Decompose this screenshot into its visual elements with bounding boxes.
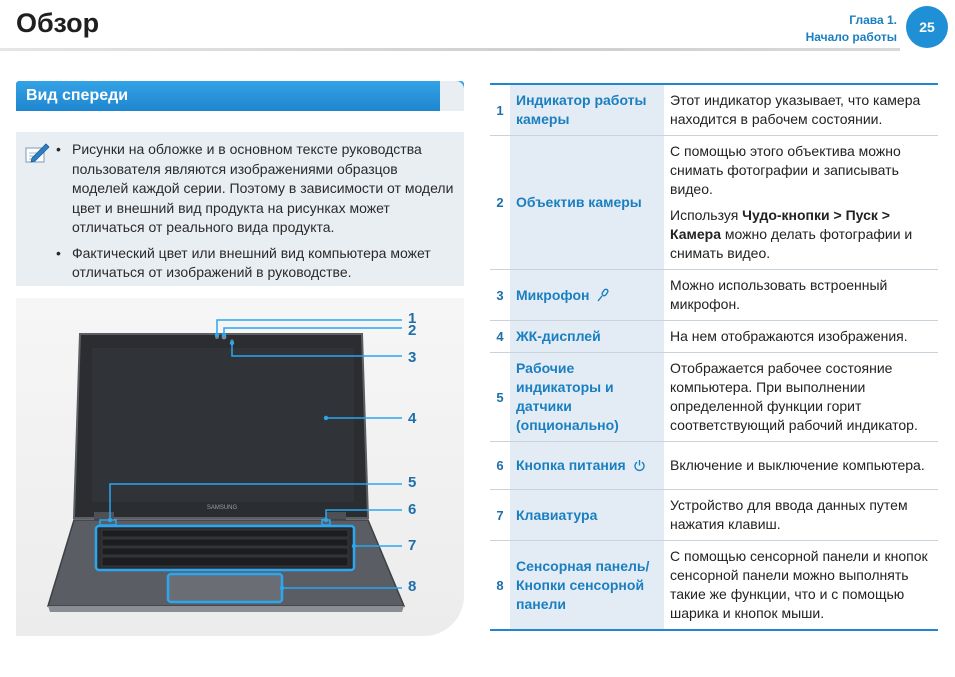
component-name: ЖК-дисплей [510, 321, 664, 353]
table-row [490, 321, 938, 353]
row-number: 7 [490, 490, 510, 541]
components-table [490, 83, 938, 631]
laptop-illustration-panel [16, 298, 464, 636]
row-number: 4 [490, 321, 510, 353]
table-row [490, 84, 938, 136]
row-number: 3 [490, 270, 510, 321]
component-description: На нем отображаются изображения. [664, 321, 938, 353]
callout-number: 3 [408, 349, 417, 366]
power-icon [633, 459, 646, 472]
page-title: Обзор [16, 8, 100, 38]
table-row [490, 490, 938, 541]
table-row [490, 541, 938, 631]
chapter-number: Глава 1. [849, 13, 897, 27]
row-number: 2 [490, 136, 510, 270]
component-description: Включение и выключение компьютера. [664, 442, 938, 490]
touchpad [168, 574, 282, 602]
keyboard-keys [102, 530, 348, 566]
note-item: • Рисунки на обложке и в основном тексте руководства пользователя являются изображениями образцов моделей каждой серии. Поэтому в зависимости от модели цвет и внешний вид продукта на рисунках может отличаться от реального вида продукта. [56, 140, 456, 238]
row-number: 5 [490, 353, 510, 442]
note-item: • Фактический цвет или внешний вид компьютера может отличаться от изображений в руководстве. [56, 244, 456, 283]
table-row [490, 270, 938, 321]
component-name: Объектив камеры [510, 136, 664, 270]
laptop-screen [92, 348, 354, 502]
row-number: 1 [490, 84, 510, 136]
component-description: Этот индикатор указывает, что камера находится в рабочем состоянии. [664, 84, 938, 136]
component-name: Кнопка питания [510, 442, 664, 490]
component-name: Рабочие индикаторы и датчики (опционально) [510, 353, 664, 442]
section-header [16, 81, 464, 111]
brand-logo: SAMSUNG [206, 505, 238, 511]
component-name: Индикатор работы камеры [510, 84, 664, 136]
component-description: Устройство для ввода данных путем нажатия клавиш. [664, 490, 938, 541]
component-description: С помощью сенсорной панели и кнопок сенсорной панели можно выполнять такие же функции, что и с помощью шарика и кнопок мыши. [670, 548, 928, 621]
callout-number: 4 [408, 410, 417, 427]
chapter-label [806, 12, 897, 46]
chapter-title: Начало работы [805, 30, 897, 44]
section-title: Вид спереди [26, 87, 129, 104]
callout-number: 7 [408, 537, 417, 554]
callout-number: 2 [408, 322, 417, 339]
row-number: 6 [490, 442, 510, 490]
callout-number: 5 [408, 474, 417, 491]
note-box [16, 132, 464, 286]
laptop-base-edge [48, 606, 404, 612]
microphone-icon [596, 288, 610, 302]
laptop-illustration [16, 298, 464, 636]
component-name: Клавиатура [510, 490, 664, 541]
note-list [56, 140, 456, 289]
note-pencil-icon [24, 142, 50, 166]
section-header-tab [440, 81, 464, 111]
table-row [490, 136, 938, 270]
header-divider [0, 48, 900, 51]
callout-number: 8 [408, 578, 417, 595]
callout-number: 1 [408, 310, 417, 327]
table-row [490, 442, 938, 490]
component-name: Сенсорная панель/ Кнопки сенсорной панели [510, 541, 664, 631]
component-name: Микрофон [510, 270, 664, 321]
component-description: С помощью этого объектива можно снимать фотографии и записывать видео. Используя Чудо-кнопки > Пуск > Камера можно делать фотографии и снимать видео. [664, 136, 938, 270]
table-row [490, 353, 938, 442]
row-number: 8 [496, 577, 504, 593]
page-number-badge: 25 [906, 6, 948, 48]
component-description: Можно использовать встроенный микрофон. [664, 270, 938, 321]
callout-number: 6 [408, 501, 417, 518]
component-description: Отображается рабочее состояние компьютера. При выполнении определенной функции горит соответствующий рабочий индикатор. [664, 353, 938, 442]
